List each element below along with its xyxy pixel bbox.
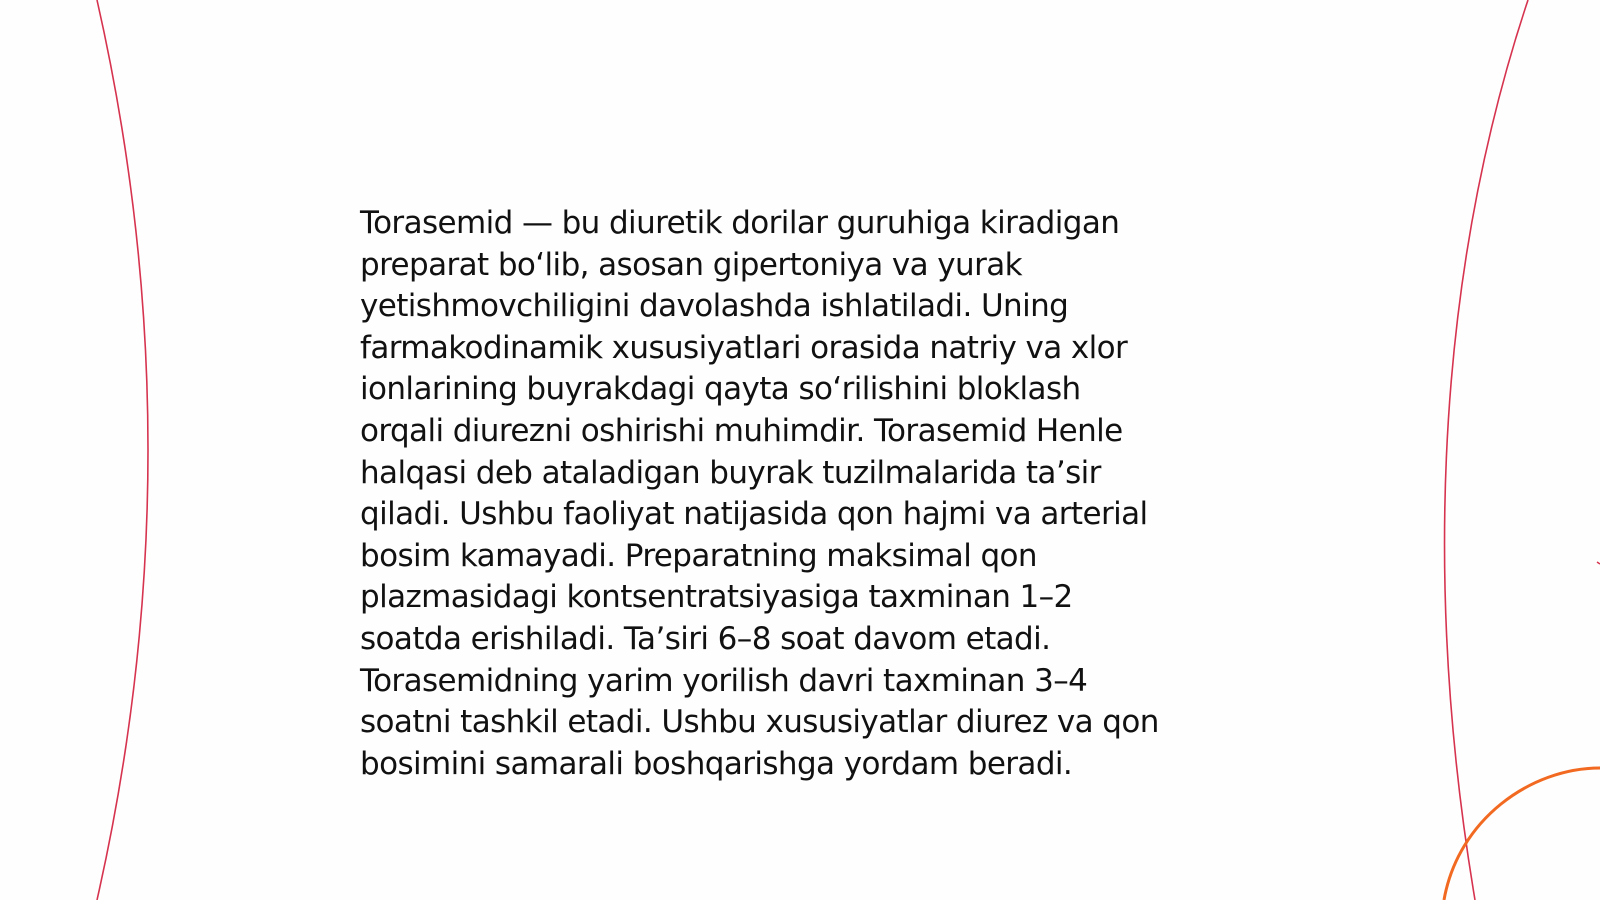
paragraph-line: ionlarining buyrakdagi qayta so‘rilishini bloklash [360, 371, 1081, 408]
paragraph-line: halqasi deb ataladigan buyrak tuzilmalarida ta’sir [360, 454, 1101, 491]
paragraph-line: bosimini samarali boshqarishga yordam beradi. [360, 745, 1073, 782]
left-red-arc [97, 0, 148, 900]
paragraph-line: Torasemidning yarim yorilish davri taxminan 3–4 [360, 662, 1088, 699]
paragraph-line: bosim kamayadi. Preparatning maksimal qon [360, 537, 1037, 574]
paragraph-line: soatni tashkil etadi. Ushbu xususiyatlar diurez va qon [360, 704, 1159, 741]
paragraph-line: soatda erishiladi. Ta’siri 6–8 soat davom etadi. [360, 620, 1051, 657]
paragraph-line: preparat bo‘lib, asosan gipertoniya va yurak [360, 246, 1022, 283]
right-red-arc [1445, 0, 1528, 900]
paragraph-line: orqali diurezni oshirishi muhimdir. Torasemid Henle [360, 412, 1123, 449]
paragraph-line: farmakodinamik xususiyatlari orasida natriy va xlor [360, 329, 1128, 366]
paragraph-line: yetishmovchiligini davolashda ishlatiladi. Uning [360, 288, 1069, 325]
paragraph-line: qiladi. Ushbu faoliyat natijasida qon hajmi va arterial [360, 496, 1148, 533]
paragraph-line: plazmasidagi kontsentratsiyasiga taxminan 1–2 [360, 579, 1073, 616]
body-paragraph [360, 203, 1240, 785]
paragraph-line: Torasemid — bu diuretik dorilar guruhiga kiradigan [360, 205, 1120, 241]
bottom-right-orange-arc [1444, 768, 1600, 900]
